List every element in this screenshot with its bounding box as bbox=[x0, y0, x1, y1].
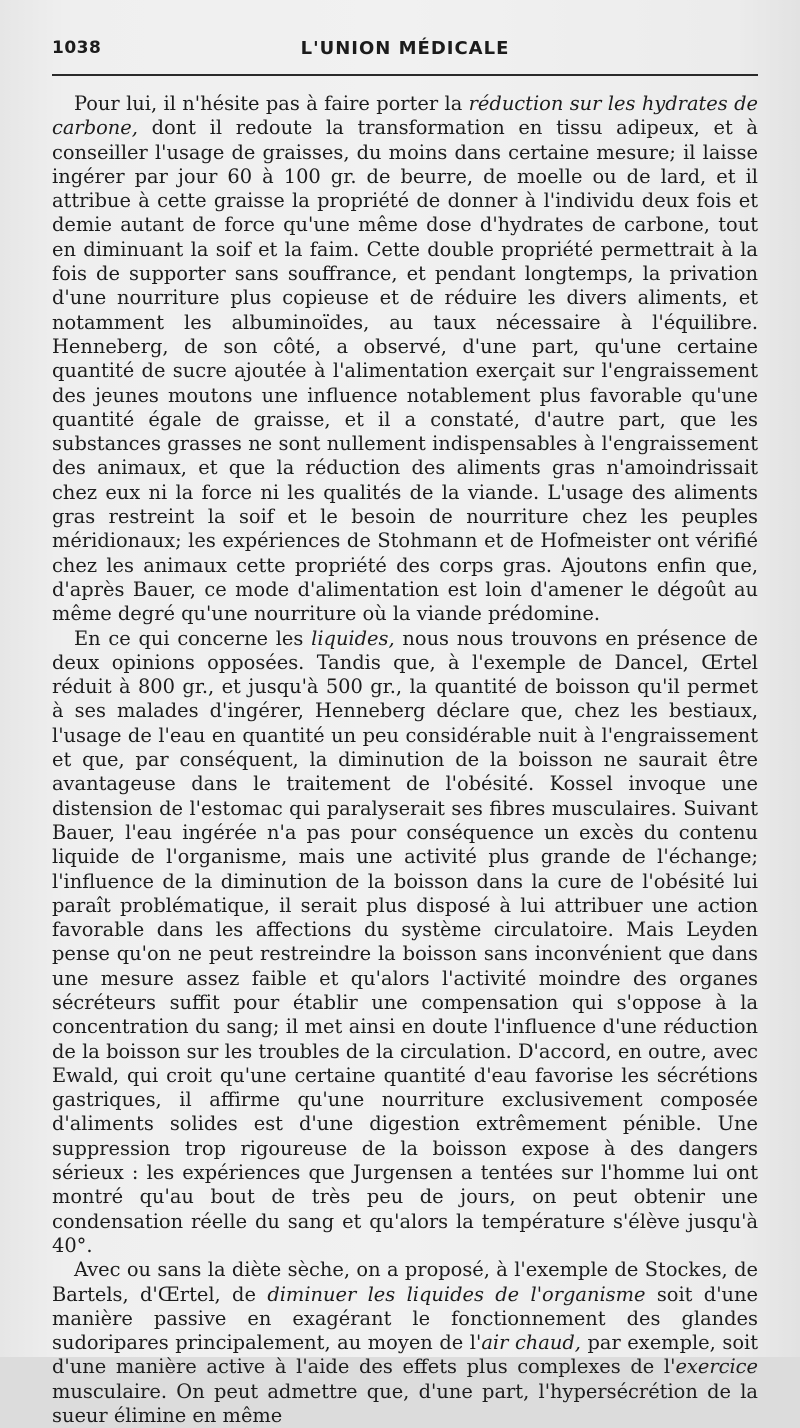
emphasis: réduction sur les hydrates de carbone, bbox=[52, 92, 758, 140]
paragraph-text: Avec ou sans la diète sèche, on a proposé, à l'exemple de Stockes, de Bartels, d'Œrtel, de bbox=[52, 1258, 758, 1306]
paragraph-text: dont il redoute la transformation en tissu adipeux, et à conseiller l'usage de graisses, du moins dans certaine mesure; il laisse ingérer par jour 60 à 100 gr. de beurre, de moelle ou de lard, et il attribue à cette graisse la propriété de donner à l'individu deux fois et demie autant de force qu'une même dose d'hydrates de carbone, tout en diminuant la soif et la faim. Cette double propriété permettrait à la fois de supporter sans souffrance, et pendant longtemps, la privation d'une nourriture plus copieuse et de réduire les divers aliments, et notamment les albuminoïdes, au taux nécessaire à l'équilibre. Henneberg, de son côté, a observé, d'une part, qu'une certaine quantité de sucre ajoutée à l'alimentation exerçait sur l'engraissement des jeunes moutons une influence notablement plus favorable qu'une quantité égale de graisse, et il a constaté, d'autre part, que les substances grasses ne sont nullement indispensables à l'engraissement des animaux, et que la réduction des aliments gras n'amoindrissait chez eux ni la force ni les qualités de la viande. L'usage des aliments gras restreint la soif et le besoin de nourriture chez les peuples méridionaux; les expériences de Stohmann et de Hofmeister ont vérifié chez les animaux cette propriété des corps gras. Ajoutons enfin que, d'après Bauer, ce mode d'alimentation est loin d'amener le dégoût au même degré qu'une nourriture où la viande prédomine. bbox=[52, 116, 758, 626]
header-rule bbox=[52, 74, 758, 76]
running-head bbox=[52, 34, 758, 66]
paragraph-text: Pour lui, il n'hésite pas à faire porter la bbox=[74, 92, 469, 115]
paragraph-1 bbox=[52, 92, 758, 627]
paragraph-text: musculaire. On peut admettre que, d'une part, l'hypersécrétion de la sueur élimine en même bbox=[52, 1379, 758, 1428]
page-number: 1038 bbox=[52, 38, 102, 58]
emphasis: air chaud, bbox=[481, 1331, 581, 1355]
paragraph-text: par exemple, soit d'une manière active à l'aide des effets plus complexes de l' bbox=[52, 1331, 759, 1379]
emphasis: diminuer les liquides de l'organisme bbox=[267, 1282, 646, 1306]
paragraph-3 bbox=[52, 1258, 758, 1428]
paragraph-text: En ce qui concerne les bbox=[74, 626, 312, 650]
paragraph-2 bbox=[52, 627, 758, 1259]
article-body bbox=[52, 92, 758, 1428]
paragraph-text: nous nous trouvons en présence de deux opinions opposées. Tandis que, à l'exemple de Dancel, Œrtel réduit à 800 gr., et jusqu'à 500 gr., la quantité de boisson qu'il permet à ses malades d'ingérer, Henneberg déclare que, chez les bestiaux, l'usage de l'eau en quantité un peu considérable nuit à l'engraissement et que, par conséquent, la diminution de la boisson ne saurait être avantageuse dans le traitement de l'obésité. Kossel invoque une distension de l'estomac qui paralyserait ses fibres musculaires. Suivant Bauer, l'eau ingérée n'a pas pour conséquence un excès du contenu liquide de l'organisme, mais une activité plus grande de l'échange; l'influence de la diminution de la boisson dans la cure de l'obésité lui paraît problématique, il serait plus disposé à lui attribuer une action favorable dans les affections du système circulatoire. Mais Leyden pense qu'on ne peut restreindre la boisson sans inconvénient que dans une mesure assez faible et qu'alors l'activité moindre des organes sécréteurs suffit pour établir une compensation qui s'oppose à la concentration du sang; il met ainsi en doute l'influence d'une réduction de la boisson sur les troubles de la circulation. D'accord, en outre, avec Ewald, qui croit qu'une certaine quantité d'eau favorise les sécrétions gastriques, il affirme qu'une nourriture exclusivement composée d'aliments solides est d'une digestion extrêmement pénible. Une suppression trop rigoureuse de la boisson expose à des dangers sérieux : les expériences que Jurgensen a tentées sur l'homme lui ont montré qu'au bout de très peu de jours, on peut obtenir une condensation réelle du sang et qu'alors la température s'élève jusqu'à 40°. bbox=[52, 626, 758, 1257]
emphasis: exercice bbox=[675, 1355, 758, 1379]
paragraph-text: soit d'une manière passive en exagérant le fonctionnement des glandes sudoripares principalement, au moyen de l' bbox=[52, 1282, 758, 1355]
emphasis: liquides, bbox=[311, 626, 395, 650]
journal-title: L'UNION MÉDICALE bbox=[300, 38, 510, 59]
